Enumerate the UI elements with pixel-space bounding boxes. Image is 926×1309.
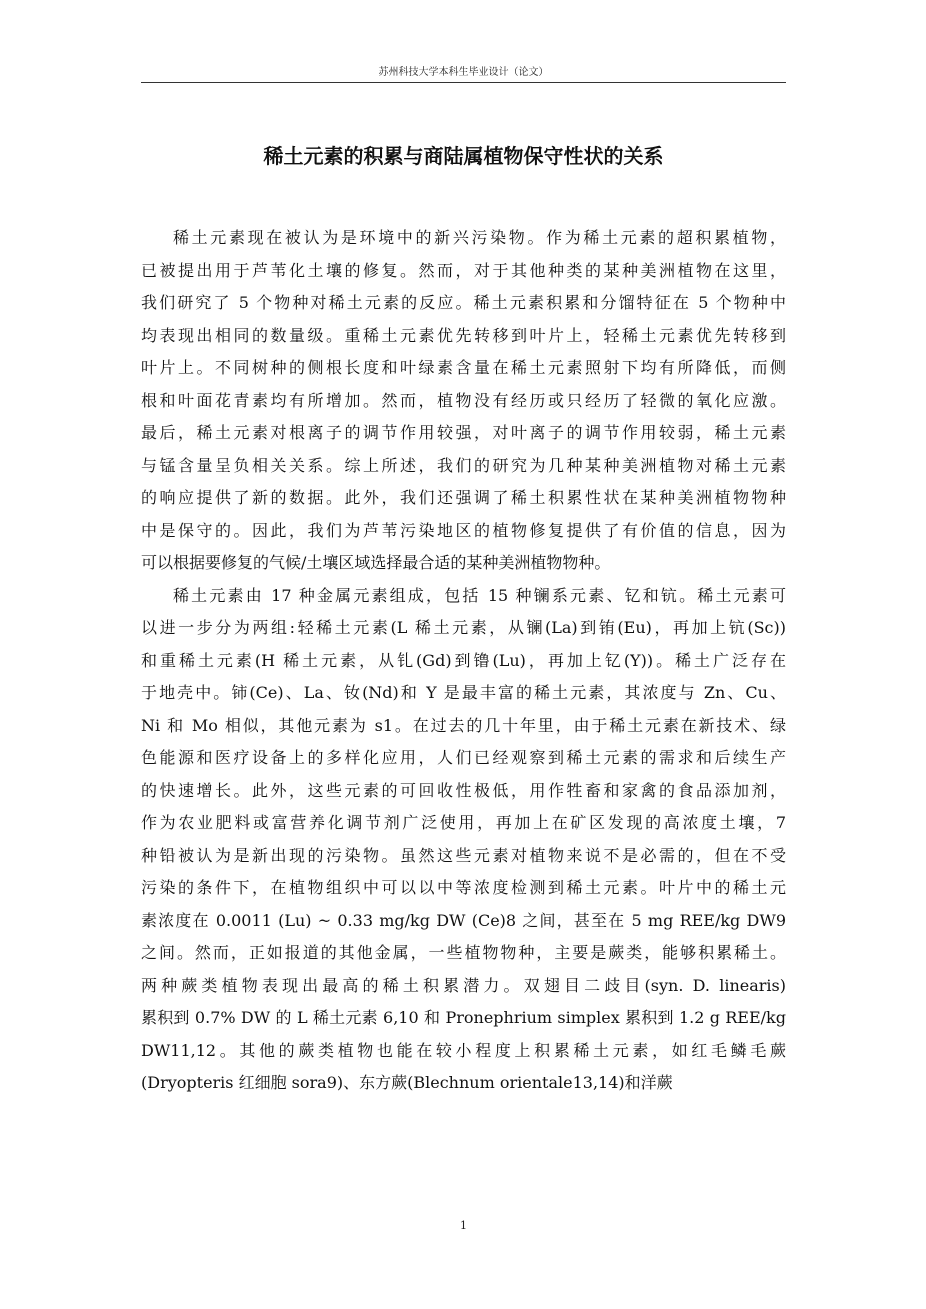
text-line: Ni 和 Mo 相似，其他元素为 s1。在过去的几十年里，由于稀土元素在新技术、绿 — [141, 715, 786, 735]
page-number: 1 — [460, 1219, 467, 1232]
paragraph-2 — [141, 580, 786, 1100]
text-line: 累积到 0.7% DW 的 L 稀土元素 6,10 和 Pronephrium simplex 累积到 1.2 g REE/kg — [141, 1008, 786, 1027]
text-line: 色能源和医疗设备上的多样化应用，人们已经观察到稀土元素的需求和后续生产 — [141, 748, 786, 767]
text-line: 已被提出用于芦苇化土壤的修复。然而，对于其他种类的某种美洲植物在这里， — [141, 260, 786, 280]
text-line: 根和叶面花青素均有所增加。然而，植物没有经历或只经历了轻微的氧化应激。 — [141, 390, 786, 410]
text-line: 污染的条件下，在植物组织中可以以中等浓度检测到稀土元素。叶片中的稀土元 — [141, 878, 786, 897]
text-line: 叶片上。不同树种的侧根长度和叶绿素含量在稀土元素照射下均有所降低，而侧 — [141, 358, 786, 377]
paragraph-1 — [141, 222, 786, 580]
running-header: 苏州科技大学本科生毕业设计（论文） — [378, 67, 549, 78]
text-line: 我们研究了 5 个物种对稀土元素的反应。稀土元素积累和分馏特征在 5 个物种中 — [141, 293, 786, 312]
text-line: 中是保守的。因此，我们为芦苇污染地区的植物修复提供了有价值的信息，因为 — [141, 520, 786, 540]
text-line: 与锰含量呈负相关关系。综上所述，我们的研究为几种某种美洲植物对稀土元素 — [141, 455, 786, 475]
text-line: DW11,12。其他的蕨类植物也能在较小程度上积累稀土元素，如红毛鳞毛蕨 — [141, 1040, 786, 1060]
text-line: 最后，稀土元素对根离子的调节作用较强，对叶离子的调节作用较弱，稀土元素 — [141, 423, 786, 442]
text-line: (Dryopteris 红细胞 sora9)、东方蕨(Blechnum orientale13,14)和洋蕨 — [141, 1073, 673, 1092]
document-title: 稀土元素的积累与商陆属植物保守性状的关系 — [263, 144, 664, 168]
text-line: 两种蕨类植物表现出最高的稀土积累潜力。双翅目二歧目(syn. D. linearis) — [141, 975, 786, 995]
text-line: 稀土元素现在被认为是环境中的新兴污染物。作为稀土元素的超积累植物， — [173, 228, 786, 247]
text-line: 素浓度在 0.0011 (Lu) ~ 0.33 mg/kg DW (Ce)8 之间，甚至在 5 mg REE/kg DW9 — [141, 910, 786, 930]
text-line: 以进一步分为两组:轻稀土元素(L 稀土元素，从镧(La)到铕(Eu)，再加上钪(Sc)) — [141, 618, 786, 637]
body-text — [141, 222, 786, 1100]
text-line: 之间。然而，正如报道的其他金属，一些植物物种，主要是蕨类，能够积累稀土。 — [141, 943, 786, 962]
text-line: 的快速增长。此外，这些元素的可回收性极低，用作牲畜和家禽的食品添加剂， — [141, 780, 786, 800]
text-line: 种铅被认为是新出现的污染物。虽然这些元素对植物来说不是必需的，但在不受 — [141, 845, 786, 865]
text-line: 均表现出相同的数量级。重稀土元素优先转移到叶片上，轻稀土元素优先转移到 — [141, 325, 786, 345]
text-line: 稀土元素由 17 种金属元素组成，包括 15 种镧系元素、钇和钪。稀土元素可 — [173, 585, 786, 605]
header-rule — [141, 82, 786, 83]
text-line: 于地壳中。铈(Ce)、La、钕(Nd)和 Y 是最丰富的稀土元素，其浓度与 Zn、Cu、 — [141, 683, 786, 702]
text-line: 作为农业肥料或富营养化调节剂广泛使用，再加上在矿区发现的高浓度土壤，7 — [141, 813, 786, 832]
text-line: 可以根据要修复的气候/土壤区域选择最合适的某种美洲植物物种。 — [141, 553, 611, 572]
text-line: 的响应提供了新的数据。此外，我们还强调了稀土积累性状在某种美洲植物物种 — [141, 488, 786, 507]
text-line: 和重稀土元素(H 稀土元素，从钆(Gd)到镥(Lu)，再加上钇(Y))。稀土广泛存在 — [141, 650, 786, 670]
